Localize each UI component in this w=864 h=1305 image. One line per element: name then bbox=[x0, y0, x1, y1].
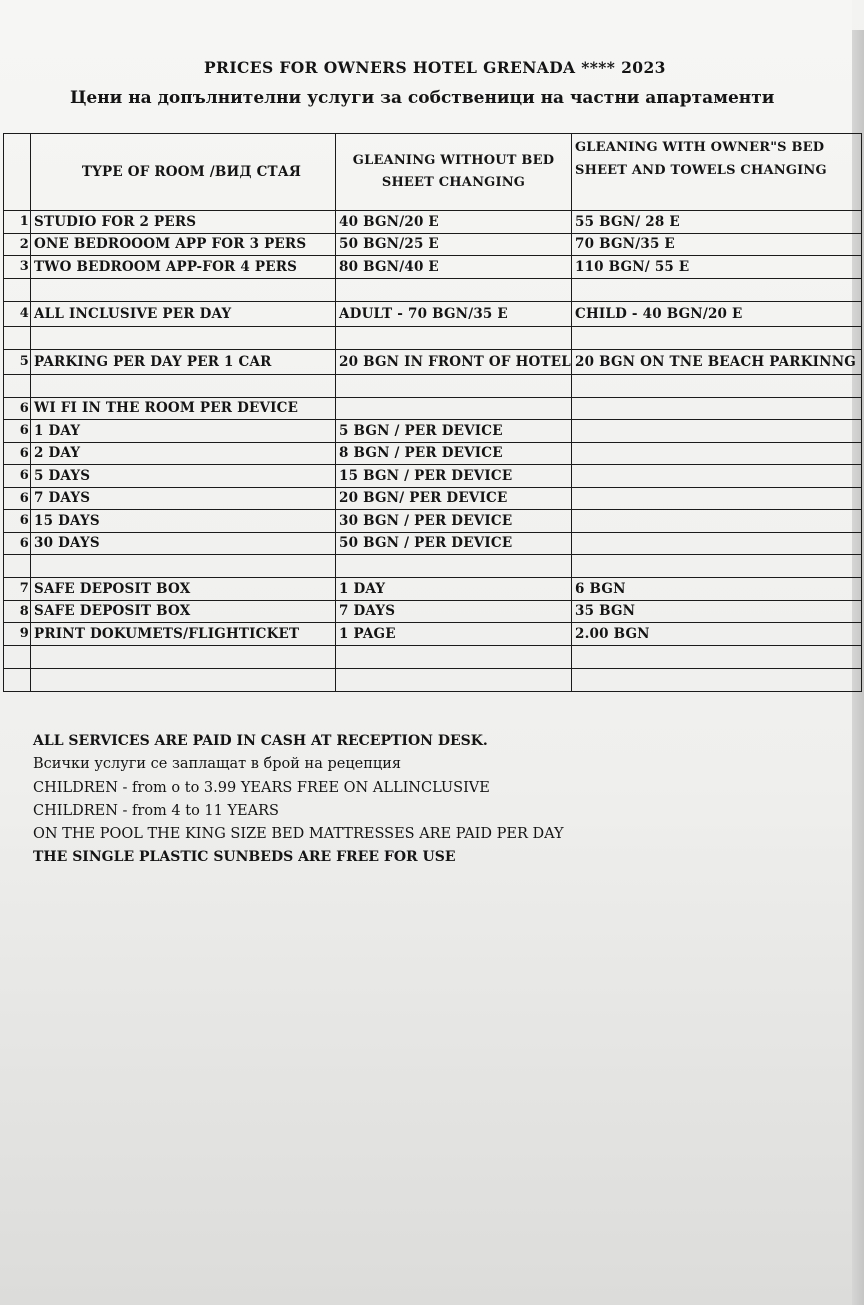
row-price-alt-cell bbox=[572, 465, 862, 488]
row-price-cell bbox=[336, 668, 572, 691]
table-row bbox=[4, 326, 862, 349]
note-pool-mattresses: ON THE POOL THE KING SIZE BED MATTRESSES ARE PAID PER DAY bbox=[33, 826, 564, 843]
row-price-cell: 40 BGN/20 E bbox=[336, 211, 572, 234]
table-row bbox=[4, 397, 862, 420]
row-number-cell: 6 bbox=[4, 420, 31, 443]
table-row bbox=[4, 487, 862, 510]
header-number-cell bbox=[4, 134, 31, 211]
row-item-cell bbox=[31, 278, 336, 301]
row-item-cell: TWO BEDROOM APP-FOR 4 PERS bbox=[31, 256, 336, 279]
header-cleaning-with-sheets: GLEANING WITH OWNER"S BED SHEET AND TOWELS CHANGING bbox=[572, 134, 862, 211]
row-item-cell: 7 DAYS bbox=[31, 487, 336, 510]
row-item-cell: SAFE DEPOSIT BOX bbox=[31, 600, 336, 623]
row-price-alt-cell bbox=[572, 487, 862, 510]
row-price-alt-cell: 110 BGN/ 55 E bbox=[572, 256, 862, 279]
table-row bbox=[4, 301, 862, 326]
row-price-cell: 8 BGN / PER DEVICE bbox=[336, 442, 572, 465]
row-price-alt-cell bbox=[572, 420, 862, 443]
table-row bbox=[4, 233, 862, 256]
row-item-cell: PRINT DOKUMETS/FLIGHTICKET bbox=[31, 623, 336, 646]
table-row bbox=[4, 668, 862, 691]
row-number-cell bbox=[4, 645, 31, 668]
row-item-cell: ALL INCLUSIVE PER DAY bbox=[31, 301, 336, 326]
row-item-cell: ONE BEDROOOM APP FOR 3 PERS bbox=[31, 233, 336, 256]
row-price-cell: 50 BGN / PER DEVICE bbox=[336, 532, 572, 555]
row-item-cell: 30 DAYS bbox=[31, 532, 336, 555]
row-price-alt-cell: 6 BGN bbox=[572, 578, 862, 601]
note-sunbeds: THE SINGLE PLASTIC SUNBEDS ARE FREE FOR USE bbox=[33, 849, 456, 866]
row-price-cell: 20 BGN/ PER DEVICE bbox=[336, 487, 572, 510]
row-price-cell: 5 BGN / PER DEVICE bbox=[336, 420, 572, 443]
row-price-cell bbox=[336, 326, 572, 349]
row-price-cell bbox=[336, 278, 572, 301]
row-price-alt-cell bbox=[572, 645, 862, 668]
row-price-cell bbox=[336, 397, 572, 420]
row-price-alt-cell bbox=[572, 278, 862, 301]
row-number-cell: 5 bbox=[4, 349, 31, 374]
row-number-cell bbox=[4, 326, 31, 349]
table-header-row bbox=[4, 134, 862, 211]
document-subtitle: Цени на допълнителни услуги за собственици на частни апартаменти bbox=[70, 88, 775, 108]
row-price-alt-cell bbox=[572, 397, 862, 420]
note-children-free: CHILDREN - from o to 3.99 YEARS FREE ON ALLINCLUSIVE bbox=[33, 779, 490, 796]
row-price-alt-cell: 35 BGN bbox=[572, 600, 862, 623]
row-price-alt-cell: CHILD - 40 BGN/20 E bbox=[572, 301, 862, 326]
row-number-cell bbox=[4, 668, 31, 691]
table-row bbox=[4, 256, 862, 279]
note-paid-cash-bg: Всички услуги се заплащат в брой на рецепция bbox=[33, 756, 402, 773]
row-number-cell bbox=[4, 555, 31, 578]
row-number-cell: 8 bbox=[4, 600, 31, 623]
table-row bbox=[4, 211, 862, 234]
row-price-cell: 1 DAY bbox=[336, 578, 572, 601]
table-row bbox=[4, 555, 862, 578]
row-item-cell bbox=[31, 645, 336, 668]
row-price-alt-cell bbox=[572, 442, 862, 465]
row-number-cell: 6 bbox=[4, 442, 31, 465]
row-item-cell bbox=[31, 374, 336, 397]
table-row bbox=[4, 442, 862, 465]
row-item-cell bbox=[31, 326, 336, 349]
row-number-cell: 6 bbox=[4, 397, 31, 420]
row-number-cell: 3 bbox=[4, 256, 31, 279]
row-price-cell bbox=[336, 555, 572, 578]
row-price-cell: 1 PAGE bbox=[336, 623, 572, 646]
note-children-range: CHILDREN - from 4 to 11 YEARS bbox=[33, 802, 279, 819]
row-price-cell: 30 BGN / PER DEVICE bbox=[336, 510, 572, 533]
header-cleaning-without-sheets: GLEANING WITHOUT BED SHEET CHANGING bbox=[336, 134, 572, 211]
table-row bbox=[4, 623, 862, 646]
row-number-cell: 6 bbox=[4, 487, 31, 510]
table-row bbox=[4, 510, 862, 533]
table-row bbox=[4, 600, 862, 623]
table-row bbox=[4, 278, 862, 301]
row-price-alt-cell: 55 BGN/ 28 E bbox=[572, 211, 862, 234]
row-price-cell bbox=[336, 374, 572, 397]
row-item-cell: SAFE DEPOSIT BOX bbox=[31, 578, 336, 601]
row-item-cell: 1 DAY bbox=[31, 420, 336, 443]
row-price-cell: 20 BGN IN FRONT OF HOTEL bbox=[336, 349, 572, 374]
notes-section bbox=[33, 730, 833, 870]
row-price-alt-cell: 20 BGN ON TNE BEACH PARKINNG bbox=[572, 349, 862, 374]
row-number-cell: 9 bbox=[4, 623, 31, 646]
table-row bbox=[4, 465, 862, 488]
row-price-alt-cell bbox=[572, 555, 862, 578]
row-price-cell: 7 DAYS bbox=[336, 600, 572, 623]
row-item-cell: 5 DAYS bbox=[31, 465, 336, 488]
row-price-cell: ADULT - 70 BGN/35 E bbox=[336, 301, 572, 326]
row-item-cell: STUDIO FOR 2 PERS bbox=[31, 211, 336, 234]
row-price-alt-cell bbox=[572, 374, 862, 397]
row-number-cell: 4 bbox=[4, 301, 31, 326]
table-row bbox=[4, 349, 862, 374]
row-number-cell: 6 bbox=[4, 510, 31, 533]
table-row bbox=[4, 374, 862, 397]
price-table bbox=[3, 133, 862, 692]
table-row bbox=[4, 420, 862, 443]
row-item-cell: 2 DAY bbox=[31, 442, 336, 465]
row-number-cell bbox=[4, 278, 31, 301]
row-number-cell: 7 bbox=[4, 578, 31, 601]
row-price-alt-cell bbox=[572, 668, 862, 691]
row-price-alt-cell bbox=[572, 510, 862, 533]
row-number-cell: 2 bbox=[4, 233, 31, 256]
row-price-alt-cell bbox=[572, 532, 862, 555]
row-price-cell: 80 BGN/40 E bbox=[336, 256, 572, 279]
row-item-cell bbox=[31, 668, 336, 691]
row-item-cell: WI FI IN THE ROOM PER DEVICE bbox=[31, 397, 336, 420]
row-item-cell: 15 DAYS bbox=[31, 510, 336, 533]
row-price-alt-cell bbox=[572, 326, 862, 349]
document-title: PRICES FOR OWNERS HOTEL GRENADA **** 2023 bbox=[204, 58, 666, 77]
row-number-cell: 1 bbox=[4, 211, 31, 234]
row-price-alt-cell: 70 BGN/35 E bbox=[572, 233, 862, 256]
row-number-cell bbox=[4, 374, 31, 397]
table-row bbox=[4, 578, 862, 601]
row-number-cell: 6 bbox=[4, 465, 31, 488]
row-item-cell bbox=[31, 555, 336, 578]
row-price-alt-cell: 2.00 BGN bbox=[572, 623, 862, 646]
table-row bbox=[4, 645, 862, 668]
row-price-cell: 15 BGN / PER DEVICE bbox=[336, 465, 572, 488]
row-number-cell: 6 bbox=[4, 532, 31, 555]
note-paid-cash: ALL SERVICES ARE PAID IN CASH AT RECEPTION DESK. bbox=[33, 733, 488, 749]
row-price-cell: 50 BGN/25 E bbox=[336, 233, 572, 256]
header-room-type: TYPE OF ROOM /ВИД СТАЯ bbox=[31, 134, 336, 211]
table-row bbox=[4, 532, 862, 555]
row-price-cell bbox=[336, 645, 572, 668]
row-item-cell: PARKING PER DAY PER 1 CAR bbox=[31, 349, 336, 374]
